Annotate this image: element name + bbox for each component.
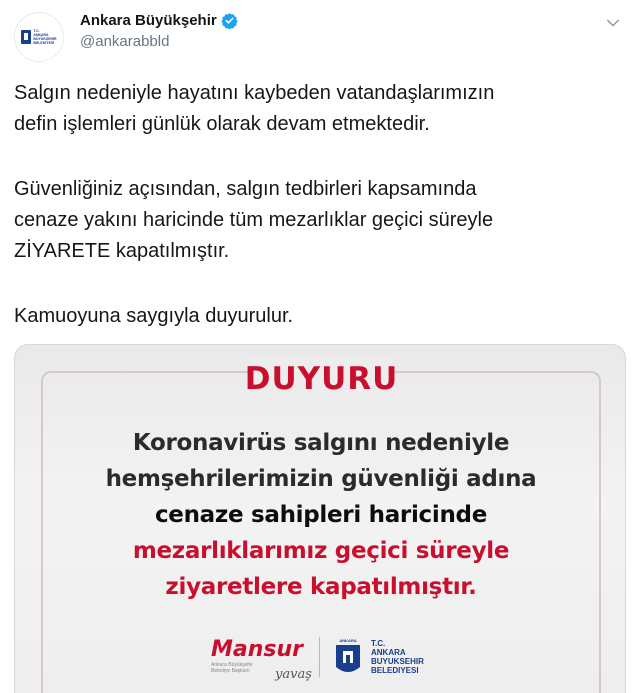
abb-avatar-logo bbox=[21, 29, 56, 45]
author-block bbox=[80, 12, 238, 50]
institution-line: BUYUKSEHIR bbox=[371, 657, 424, 666]
tweet-text-line: Güvenliğiniz açısından, salgın tedbirleri kapsamında bbox=[14, 178, 477, 200]
announcement-line: Koronavirüs salgını nedeniyle bbox=[132, 430, 510, 456]
mayor-title-line: Belediye Başkanı bbox=[211, 668, 250, 674]
avatar-logo-line: ANKARA bbox=[33, 33, 49, 37]
announcement-line: mezarlıklarımız geçici süreyle bbox=[132, 538, 510, 564]
avatar-logo-line: T.C. bbox=[33, 29, 40, 33]
announcement-line: hemşehrilerimizin güvenliği adına bbox=[105, 466, 537, 492]
author-handle[interactable]: @ankarabbld bbox=[80, 33, 170, 50]
institution-name bbox=[371, 639, 424, 675]
author-name-row bbox=[80, 12, 238, 29]
institution-line: T.C. bbox=[371, 639, 386, 648]
tweet-text-line: Kamuoyuna saygıyla duyurulur. bbox=[14, 305, 294, 327]
institution-line: BELEDIYESI bbox=[371, 666, 419, 675]
announcement-body bbox=[15, 425, 626, 605]
tweet-text-line: Salgın nedeniyle hayatını kaybeden vatandaşlarımızın bbox=[14, 82, 495, 104]
mayor-signature-block bbox=[211, 637, 312, 682]
abb-emblem-label: ANKARA bbox=[339, 638, 357, 643]
abb-emblem-icon bbox=[21, 30, 31, 44]
announcement-heading: DUYURU bbox=[244, 361, 399, 397]
announcement-line: ziyaretlere kapatılmıştır. bbox=[165, 574, 477, 600]
tweet-text-line: cenaze yakını haricinde tüm mezarlıklar geçici süreyle bbox=[14, 209, 494, 231]
mayor-title-line: Ankara Büyükşehir bbox=[211, 662, 253, 668]
abb-emblem-icon bbox=[333, 637, 363, 677]
tweet-text bbox=[14, 78, 614, 332]
author-name[interactable]: Ankara Büyükşehir bbox=[80, 12, 217, 29]
avatar-logo-text bbox=[33, 29, 56, 45]
avatar-logo-line: BÜYÜKŞEHİR bbox=[33, 37, 57, 41]
mayor-name: Mansur bbox=[211, 637, 304, 662]
announcement-heading-box bbox=[244, 357, 399, 401]
tweet-text-line: defin işlemleri günlük olarak devam etmektedir. bbox=[14, 113, 430, 135]
mayor-signature: yavaş bbox=[275, 667, 312, 682]
footer-divider bbox=[319, 637, 320, 677]
announcement-line: cenaze sahipleri haricinde bbox=[154, 502, 488, 528]
tweet-header bbox=[0, 0, 640, 70]
verified-badge-icon bbox=[221, 12, 238, 29]
tweet-media-image[interactable] bbox=[14, 344, 626, 693]
avatar[interactable] bbox=[14, 12, 64, 62]
tweet-text-line: ZİYARETE kapatılmıştır. bbox=[14, 240, 230, 262]
chevron-down-icon[interactable] bbox=[604, 14, 622, 32]
avatar-logo-line: BELEDİYESİ bbox=[33, 41, 55, 45]
announcement-footer bbox=[15, 631, 626, 681]
institution-line: ANKARA bbox=[371, 648, 406, 657]
